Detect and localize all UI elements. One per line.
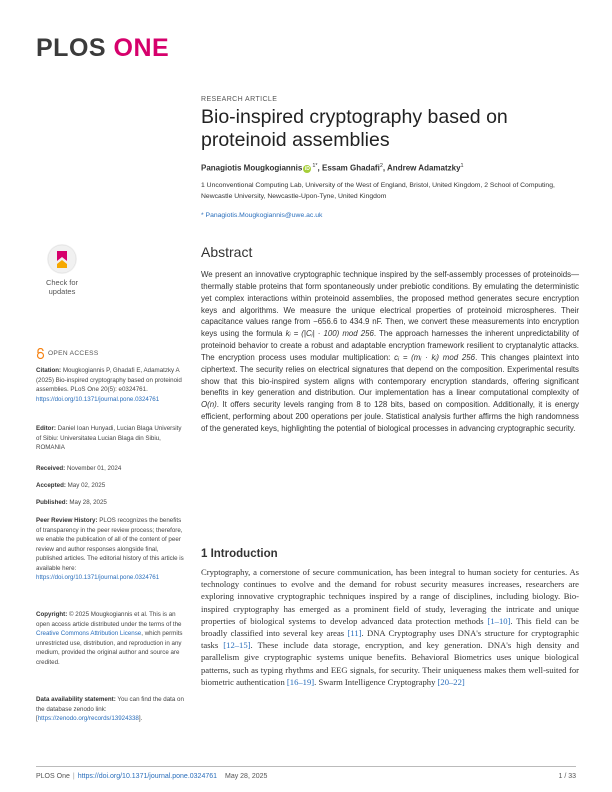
- encryption-formula: cᵢ = (mᵢ · kᵢ) mod 256: [394, 352, 476, 362]
- author-name[interactable]: Andrew Adamatzky: [387, 163, 461, 173]
- orcid-icon[interactable]: iD: [304, 165, 310, 172]
- received-block: [36, 464, 186, 474]
- peer-review-block: [36, 516, 186, 583]
- logo-one: ONE: [113, 34, 170, 62]
- copyright-block: [36, 610, 186, 667]
- open-lock-icon: [36, 348, 45, 359]
- citation-block: [36, 366, 186, 404]
- abstract-text: . The approach harnesses the inherent unpredictability of proteinoid behavior to create a robust and adaptable encryption framework resilient to cryptanalytic attacks. The encryption process uses modular multiplication:: [201, 329, 579, 362]
- introduction-heading: 1 Introduction: [201, 548, 278, 560]
- citation-label: Citation:: [36, 367, 62, 374]
- data-availability-text: You can find the data on the database zenodo link: [: [36, 696, 184, 722]
- author-list: Panagiotis Mougkogiannis iD $^{1*}$, Essam Ghadafi$^2$, Andrew Adamatzky$^1$: [201, 163, 464, 173]
- open-access-text: OPEN ACCESS: [48, 350, 99, 357]
- accepted-date: May 02, 2025: [67, 482, 106, 489]
- author-sup: 1*: [312, 163, 318, 169]
- citation-ref[interactable]: [16–19]: [286, 676, 315, 687]
- key-formula: kᵢ = (|Cᵢ| · 100) mod 256: [285, 329, 374, 339]
- published-block: [36, 498, 186, 508]
- received-label: Received:: [36, 465, 66, 472]
- intro-text: . Swarm Intelligence Cryptography: [314, 676, 438, 687]
- corresponding-email[interactable]: * Panagiotis.Mougkogiannis@uwe.ac.uk: [201, 212, 323, 219]
- author-name[interactable]: Essam Ghadafi: [322, 163, 380, 173]
- check-updates-icon: [47, 244, 77, 274]
- intro-text: . This field can be broadly classified into several key areas: [201, 615, 579, 639]
- plos-one-logo: [36, 34, 169, 63]
- data-availability-label: Data availability statement:: [36, 696, 116, 703]
- peer-review-label: Peer Review History:: [36, 517, 98, 524]
- article-title: Bio-inspired cryptography based on proteinoid assemblies: [201, 106, 508, 151]
- citation-ref[interactable]: [20–22]: [437, 676, 465, 687]
- received-date: November 01, 2024: [66, 465, 122, 472]
- intro-text: Cryptography, a cornerstone of secure communication, has been integral to human society for centuries. As technology continues to evolve and the demand for robust security measures increases, researchers are exploring innovative cryptographic techniques inspired by a range of disciplines, including biology. Bio-inspired cryptography has emerged as a prominent field of study, leveraging the intricate and unique properties of biological systems to develop advanced data protection methods: [201, 567, 579, 626]
- open-access-label: [36, 348, 99, 359]
- abstract-text: We present an innovative cryptographic technique inspired by the self-assembly processes of proteinoids—thermally stable proteins that form spontaneously under prebiotic conditions. By emulating the deterministic yet complex interactions within proteinoid assemblies, the proposed method generates secure encryption keys and algorithms. We measure the unique electrical properties of proteinoid microspheres. Their capacitance values range from −656.6 to 434.9 nF. Then, we convert these measurements into encryption keys using the formula: [201, 270, 579, 339]
- page-number: 1 / 33: [558, 773, 576, 780]
- footer-date: May 28, 2025: [224, 773, 268, 780]
- citation-text: Mougkogiannis P, Ghadafi E, Adamatzky A (2025) Bio-inspired cryptography based on proteinoid assemblies. PLoS One 20(5): e0324761.: [36, 367, 182, 393]
- editor-block: [36, 424, 186, 453]
- author-name[interactable]: Panagiotis Mougkogiannis: [201, 163, 303, 173]
- article-type: RESEARCH ARTICLE: [201, 96, 278, 103]
- footer-divider: [36, 766, 576, 767]
- complexity-formula: O(n): [201, 400, 217, 410]
- peer-review-text: PLOS recognizes the benefits of transparency in the peer review process; therefore, we enable the publication of all of the content of peer review and author responses alongside final, published articles. The editorial history of this article is available here:: [36, 517, 184, 572]
- peer-review-link[interactable]: https://doi.org/10.1371/journal.pone.0324761: [36, 574, 160, 581]
- license-link[interactable]: Creative Commons Attribution License: [36, 630, 142, 637]
- intro-text: . These include data storage, encryption, and key generation. DNA's high density and parallelism give cryptographic systems unique benefits. Behavioral Biometrics uses unique biological patterns, such as typing rhythms and EEG signals, for security. Their uniqueness makes them well-suited for biometric authentication: [201, 640, 579, 687]
- author-sup: 2: [379, 163, 383, 169]
- check-for-updates-badge[interactable]: [34, 244, 90, 296]
- citation-ref[interactable]: [1–10]: [487, 615, 511, 626]
- published-date: May 28, 2025: [69, 499, 107, 506]
- citation-ref[interactable]: [11]: [347, 628, 362, 639]
- introduction-body: [201, 566, 579, 688]
- copyright-text: © 2025 Mougkogiannis et al. This is an open access article distributed under the terms of the: [36, 611, 182, 628]
- footer-journal: PLOS One: [36, 773, 70, 780]
- copyright-label: Copyright:: [36, 611, 68, 618]
- data-availability-block: [36, 695, 186, 724]
- data-availability-end: ].: [138, 715, 143, 722]
- accepted-block: [36, 481, 186, 491]
- abstract-body: [201, 269, 579, 435]
- page-footer: PLOS One | https://doi.org/10.1371/journal.pone.0324761 May 28, 2025: [36, 773, 268, 780]
- zenodo-link[interactable]: https://zenodo.org/records/13924338: [37, 715, 139, 722]
- abstract-heading: Abstract: [201, 244, 253, 260]
- editor-text: Daniel Ioan Hunyadi, Lucian Blaga University of Sibiu: Universitatea Lucian Blaga din Sibiu, ROMANIA: [36, 425, 182, 451]
- abstract-text: . This changes plaintext into ciphertext. The security relies on electrical signatures that depend on the composition. Experimental results show that this bio-inspired system aligns with contemporary encryption standards, offering significant benefits in key generation and distribution. Our implementation has a linear computational complexity of: [201, 352, 579, 398]
- citation-link[interactable]: https://doi.org/10.1371/journal.pone.0324761: [36, 395, 160, 403]
- footer-doi-link[interactable]: https://doi.org/10.1371/journal.pone.0324761: [77, 773, 218, 780]
- editor-label: Editor:: [36, 425, 56, 432]
- check-updates-label: Check for updates: [45, 278, 79, 296]
- citation-ref[interactable]: [12–15]: [223, 640, 251, 651]
- logo-plos: PLOS: [36, 34, 107, 62]
- abstract-text: . It offers security levels ranging from 8 to 128 bits, based on composition. Additionally, it is energy efficient, performing about 200 operations per joule. Statistical analysis further affirms the high randomness of the generated keys, highlighting the potential of biological processes in advancing cryptographic security.: [201, 400, 579, 433]
- accepted-label: Accepted:: [36, 482, 66, 489]
- author-sup: 1: [460, 163, 464, 169]
- published-label: Published:: [36, 499, 68, 506]
- copyright-text-end: , which permits unrestricted use, distribution, and reproduction in any medium, provided the original author and source are credited.: [36, 630, 183, 666]
- affiliations: 1 Unconventional Computing Lab, University of the West of England, Bristol, United Kingdom, 2 School of Computing, Newcastle University, Newcastle-Upon-Tyne, United Kingdom: [201, 182, 555, 200]
- intro-text: . DNA Cryptography uses DNA's structure for cryptographic tasks: [201, 628, 580, 651]
